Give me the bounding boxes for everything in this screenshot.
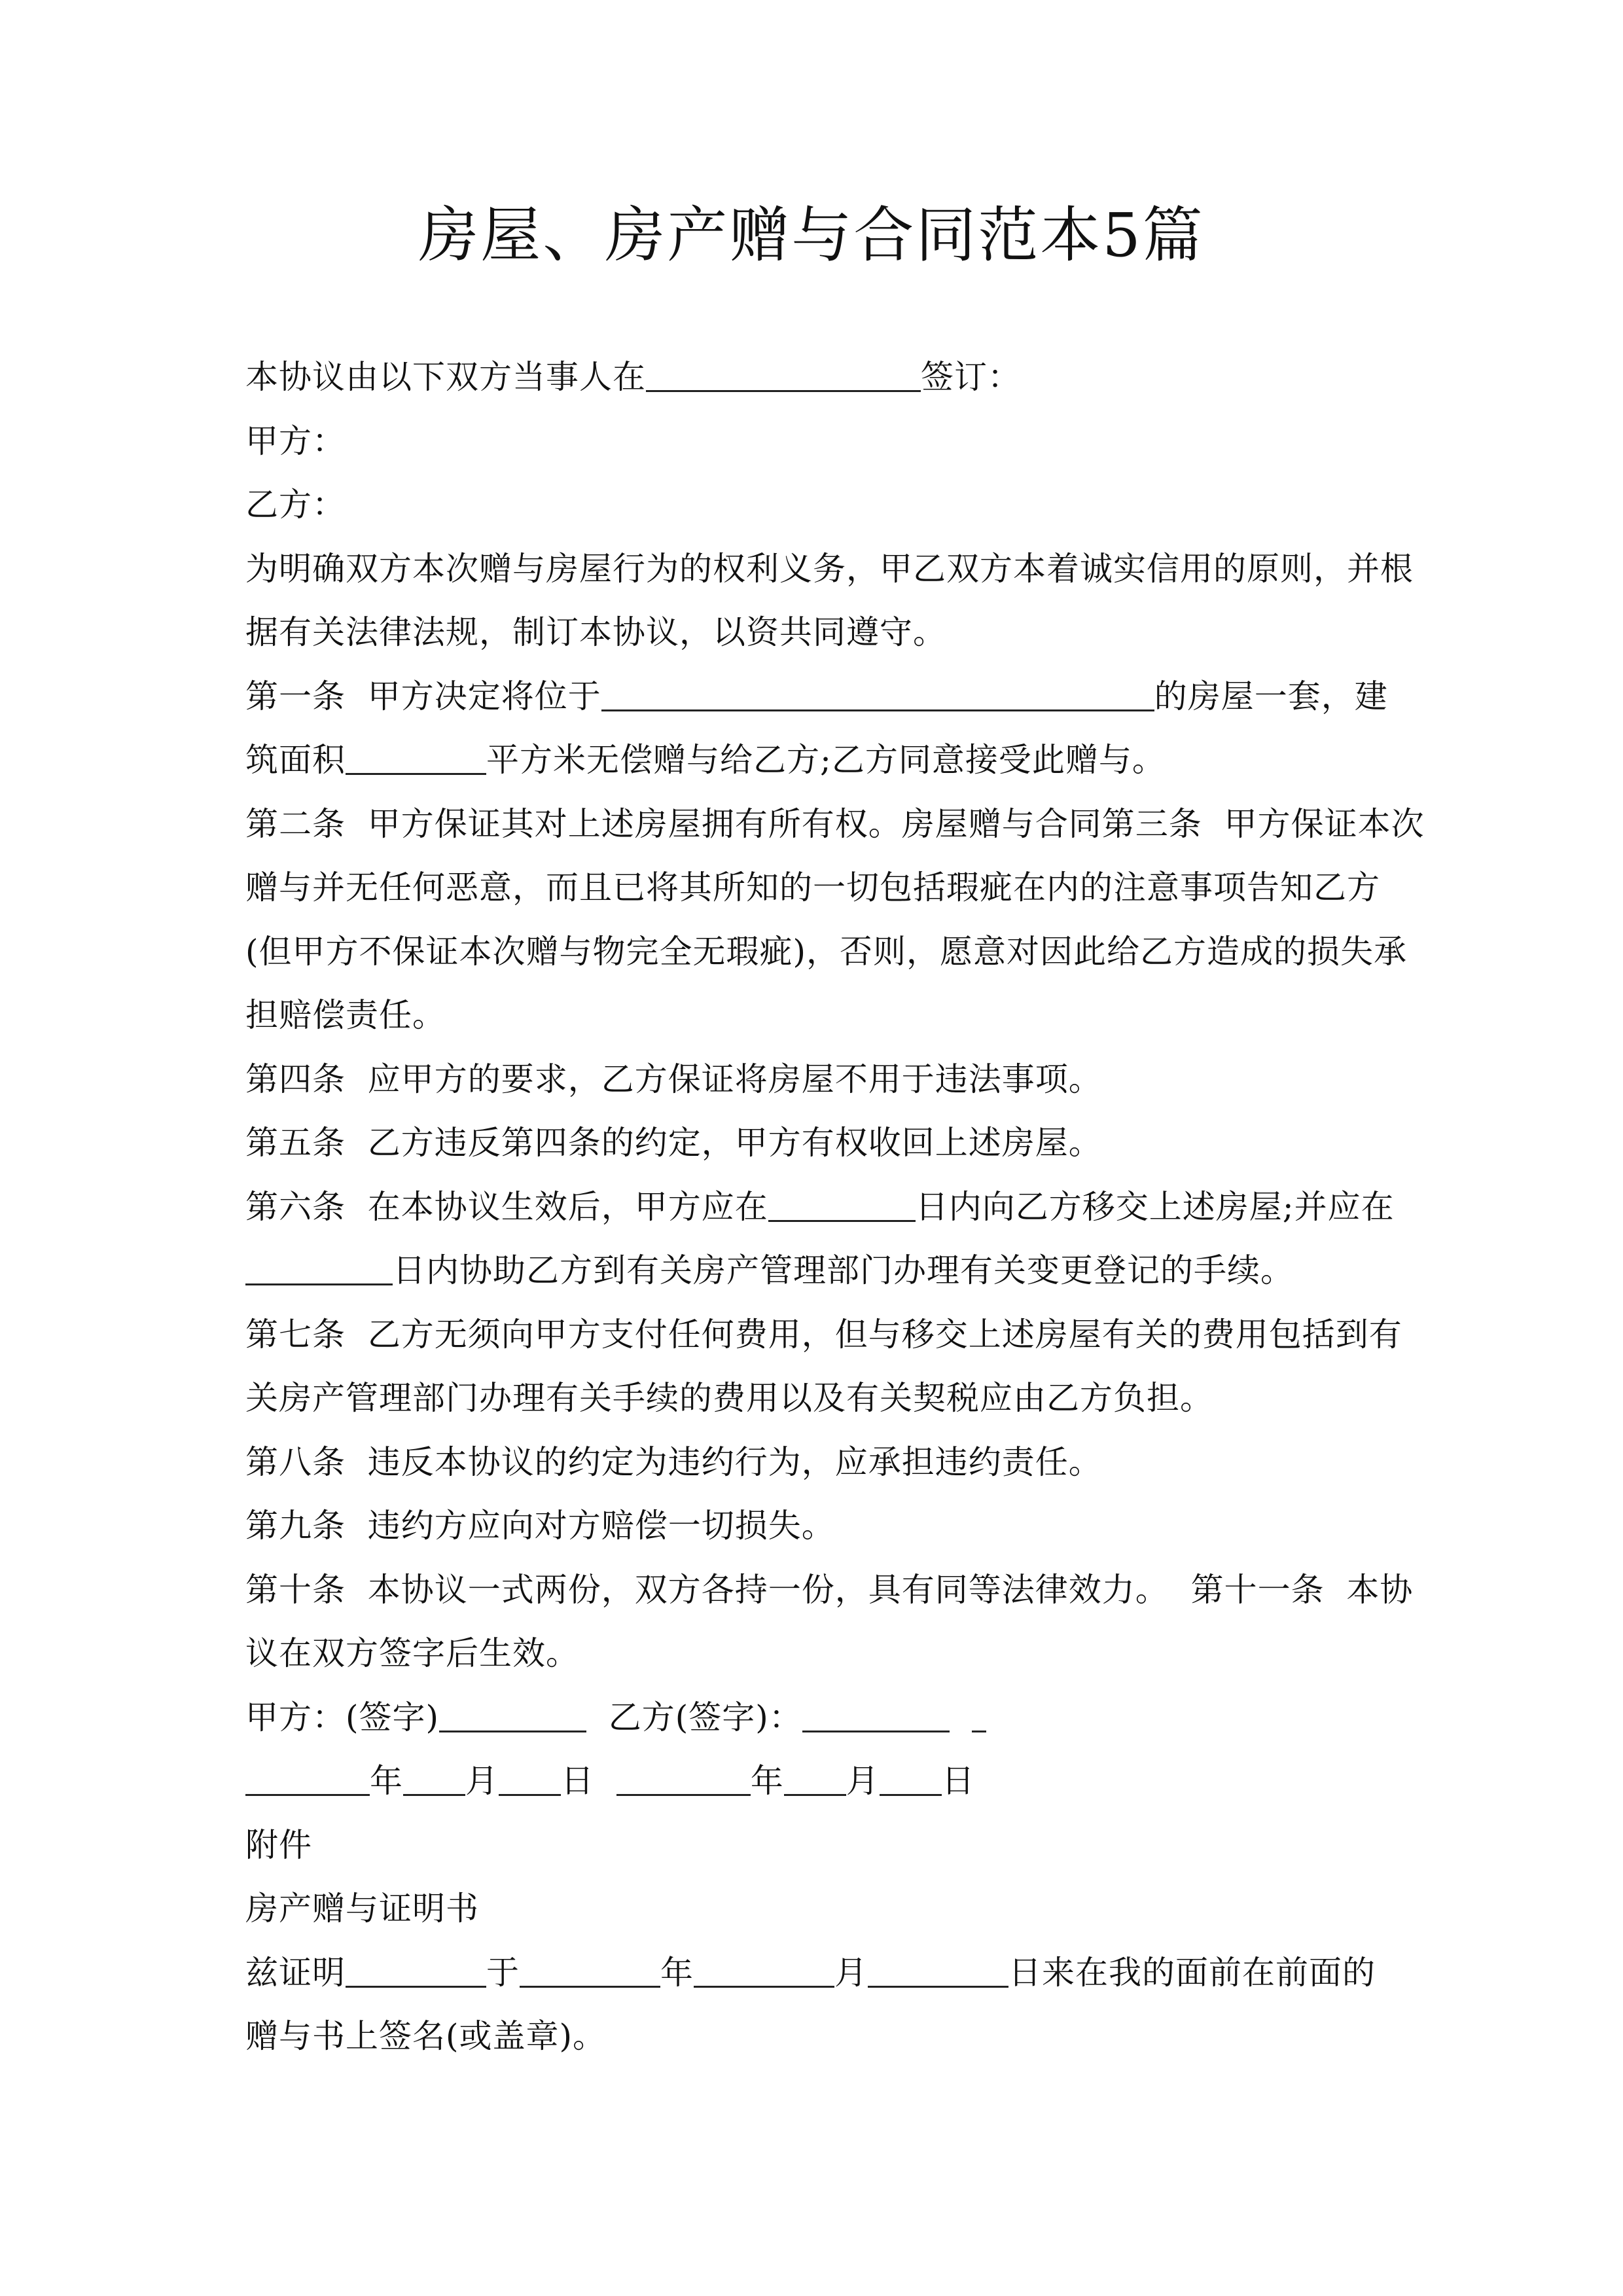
clause-7-line: 关房产管理部门办理有关手续的费用以及有关契税应由乙方负担。 <box>245 1379 1213 1417</box>
text-segment: 的房屋一套，建 <box>1154 677 1388 715</box>
day-label: 日 <box>941 1762 975 1800</box>
clause-1-line <box>245 665 1388 729</box>
month-label: 月 <box>465 1762 499 1800</box>
clause-2-line: 第二条 甲方保证其对上述房屋拥有所有权。房屋赠与合同第三条 甲方保证本次 <box>245 804 1425 843</box>
text-segment: 年 <box>660 1953 694 1992</box>
day-blank <box>499 1760 561 1797</box>
text-segment: 第一条 甲方决定将位于 <box>245 677 601 715</box>
attachment-label: 附件 <box>245 1825 312 1864</box>
clause-8-line: 第八条 违反本协议的约定为违约行为，应承担违约责任。 <box>245 1443 1102 1481</box>
clause-1-line <box>245 728 1381 793</box>
clause-6-line <box>245 1175 1395 1240</box>
year-blank <box>245 1760 370 1797</box>
text-segment: 签订： <box>921 358 1021 396</box>
intro-line <box>245 346 1381 410</box>
clause-9-line: 第九条 违约方应向对方赔偿一切损失。 <box>245 1507 835 1545</box>
text-segment: 平方米无偿赠与给乙方;乙方同意接受此赠与。 <box>486 741 1166 779</box>
party-a-signature-blank <box>439 1696 586 1732</box>
certificate-title: 房产赠与证明书 <box>245 1890 479 1928</box>
year-blank <box>616 1760 751 1797</box>
day-label: 日 <box>561 1762 594 1800</box>
year-label: 年 <box>750 1762 784 1800</box>
text-segment: 日来在我的面前在前面的 <box>1008 1953 1376 1992</box>
party-a-line: 甲方： <box>245 422 346 460</box>
month-blank <box>403 1760 465 1797</box>
text-segment: 日内协助乙方到有关房产管理部门办理有关变更登记的手续。 <box>393 1251 1294 1289</box>
day-blank <box>880 1760 942 1797</box>
clause-3-line: (但甲方不保证本次赠与物完全无瑕疵)，否则，愿意对因此给乙方造成的损失承 <box>245 932 1408 971</box>
handover-days-blank <box>768 1185 916 1222</box>
text-segment: 乙方(签字)： <box>586 1698 802 1736</box>
day-blank <box>868 1951 1008 1988</box>
paragraph-line: 为明确双方本次赠与房屋行为的权利义务，甲乙双方本着诚实信用的原则，并根 <box>245 549 1414 588</box>
text-segment: 日内向乙方移交上述房屋;并应在 <box>915 1187 1395 1226</box>
clause-5-line: 第五条 乙方违反第四条的约定，甲方有权收回上述房屋。 <box>245 1124 1102 1162</box>
text-segment: 兹证明 <box>245 1953 346 1992</box>
party-b-signature-blank <box>802 1696 950 1732</box>
trailing-blank <box>972 1696 986 1732</box>
clause-4-line: 第四条 应甲方的要求，乙方保证将房屋不用于违法事项。 <box>245 1060 1102 1098</box>
text-segment: 于 <box>486 1953 520 1992</box>
certificate-line <box>245 1941 1381 2005</box>
document-title: 房屋、房产赠与合同范本5篇 <box>418 200 1205 270</box>
area-blank <box>346 739 486 776</box>
paragraph-line: 据有关法律法规，制订本协议，以资共同遵守。 <box>245 613 946 651</box>
month-label: 月 <box>846 1762 880 1800</box>
text-segment: 筑面积 <box>245 741 346 779</box>
text-segment: 月 <box>834 1953 868 1992</box>
clause-6-line <box>245 1239 1381 1303</box>
clause-3-line: 担赔偿责任。 <box>245 996 446 1034</box>
text-segment: 第六条 在本协议生效后，甲方应在 <box>245 1187 768 1226</box>
party-b-line: 乙方： <box>245 486 346 524</box>
date-line <box>245 1749 1381 1814</box>
document-body <box>245 346 1425 2069</box>
month-blank <box>784 1760 846 1797</box>
text-segment: 本协议由以下双方当事人在 <box>245 358 646 396</box>
name-blank <box>346 1951 486 1988</box>
clause-11-line: 议在双方签字后生效。 <box>245 1634 579 1672</box>
signing-place-blank <box>646 356 921 393</box>
year-label: 年 <box>370 1762 403 1800</box>
registration-days-blank <box>245 1249 393 1286</box>
house-location-blank <box>601 675 1154 711</box>
year-blank <box>520 1951 660 1988</box>
signature-line <box>245 1686 1381 1750</box>
clause-7-line: 第七条 乙方无须向甲方支付任何费用，但与移交上述房屋有关的费用包括到有 <box>245 1315 1402 1354</box>
month-blank <box>694 1951 834 1988</box>
clause-3-line: 赠与并无任何恶意，而且已将其所知的一切包括瑕疵在内的注意事项告知乙方 <box>245 869 1380 906</box>
certificate-line: 赠与书上签名(或盖章)。 <box>245 2017 607 2055</box>
clause-10-line: 第十条 本协议一式两份，双方各持一份，具有同等法律效力。 第十一条 本协 <box>245 1570 1414 1609</box>
text-segment: 甲方：(签字) <box>245 1698 440 1736</box>
